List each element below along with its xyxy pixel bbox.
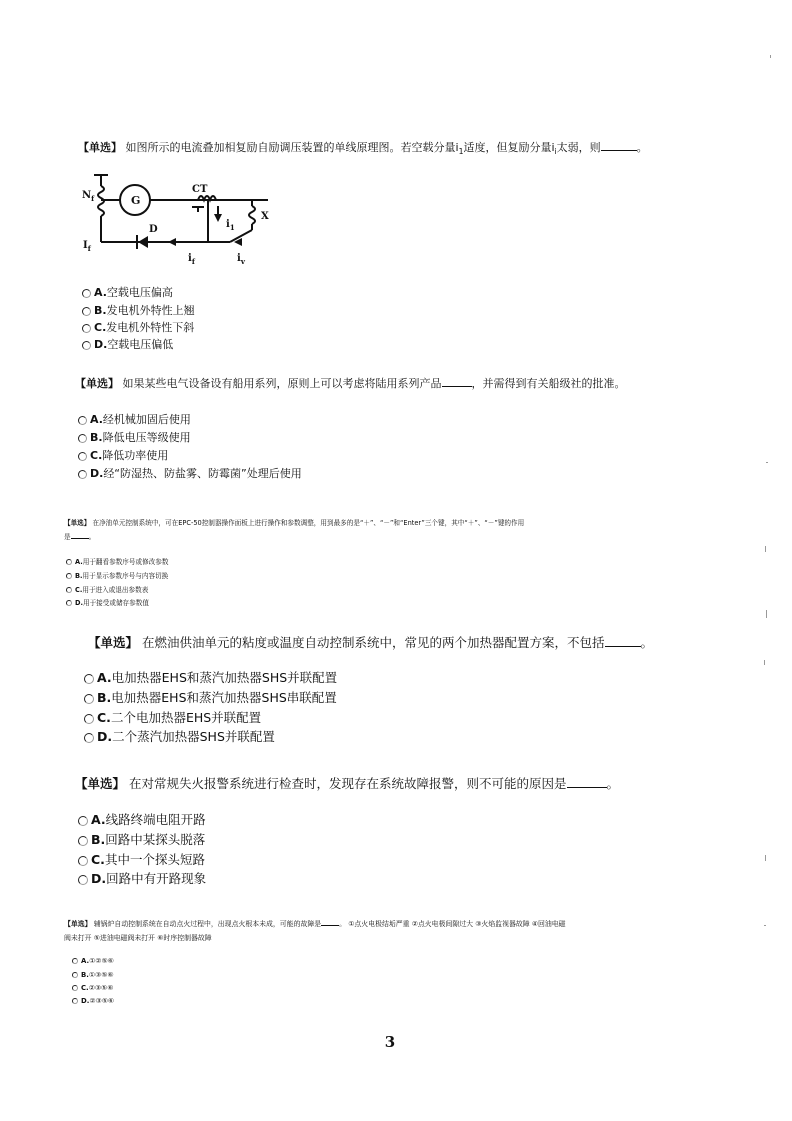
question-type-tag: 【单选】 [64,920,92,928]
scan-artifact [765,546,766,552]
option-b[interactable]: B.①③⑤⑥ [72,971,114,979]
option-b[interactable]: B.用于显示参数序号与内容切换 [66,570,168,580]
option-d[interactable]: D.经“防湿热、防盐雾、防霉菌”处理后使用 [78,465,302,481]
label-if-bottom: $i_f$ [188,253,195,266]
option-c[interactable]: C.②③⑤⑥ [72,984,113,992]
radio-button[interactable] [78,452,87,461]
answer-blank [71,538,89,539]
option-a[interactable]: A.经机械加固后使用 [78,411,191,427]
question-1-stem [78,139,648,156]
question-1-stem-part-b: 适度，但复励分量i [463,141,555,154]
answer-blank [601,150,637,151]
radio-button[interactable] [72,985,78,991]
option-b[interactable]: B.回路中某探头脱落 [78,830,205,848]
question-6-stem-line-1: 【单选】 辅锅炉自动控制系统在自动点火过程中，出现点火根本未成，可能的故障是 。 ①点火电极结垢严重 ②点火电极间隙过大 ③火焰监视器故障 ④回油电磁 [64,920,566,928]
radio-button[interactable] [84,674,94,684]
radio-button[interactable] [66,559,72,565]
answer-blank [605,646,641,647]
question-1-stem-end: 。 [636,141,648,154]
question-1-stem-part-a: 如图所示的电流叠加相复励自励调压装置的单线原理图。若空载分量i [125,141,459,154]
question-3-stem-line-2: 是 。 [64,533,96,541]
radio-button[interactable] [82,307,91,316]
option-b[interactable]: B.降低电压等级使用 [78,429,191,445]
radio-button[interactable] [66,573,72,579]
answer-blank [321,925,339,926]
radio-button[interactable] [78,416,87,425]
radio-button[interactable] [78,470,87,479]
question-type-tag: 【单选】 [78,141,122,154]
radio-button[interactable] [84,694,94,704]
question-6-stem-line-2: 阀未打开 ⑤进油电磁阀未打开 ⑥时序控制器故障 [64,934,212,942]
option-a[interactable]: A.线路终端电阻开路 [78,810,206,828]
radio-button[interactable] [82,324,91,333]
option-c[interactable]: C.发电机外特性下斜 [82,319,194,335]
question-type-tag: 【单选】 [88,635,139,650]
radio-button[interactable] [78,856,88,866]
option-c[interactable]: C.二个电加热器EHS并联配置 [84,708,261,726]
subscript-1: 1 [458,147,464,157]
reactor-x-coil [249,206,255,224]
label-ct: CT [192,184,208,195]
radio-button[interactable] [82,289,91,298]
question-1-stem-part-c: 太弱，则 [556,141,601,154]
page-number: 3 [384,1033,396,1051]
radio-button[interactable] [84,733,94,743]
subscript-i: i [554,147,557,157]
label-iv: $i_v$ [237,253,245,266]
option-d[interactable]: D.用于接受或储存参数值 [66,597,149,607]
label-x: X [261,211,269,222]
option-c[interactable]: C.用于进入或退出参数表 [66,584,148,594]
label-nf: $N_f$ [82,190,95,203]
radio-button[interactable] [72,998,78,1004]
label-if-left: $I_f$ [83,240,91,253]
option-c[interactable]: C.其中一个探头短路 [78,850,205,868]
answer-blank [567,787,607,788]
question-4-stem: 【单选】 在燃油供油单元的粘度或温度自动控制系统中，常见的两个加热器配置方案，不包括 。 [88,635,654,650]
label-d: D [149,224,158,235]
question-3-stem-line-1: 【单选】 在净油单元控制系统中，可在EPC-50控制器操作面板上进行操作和参数调整，用到最多的是“＋”、“－”和“Enter”三个键，其中“＋”、“－”键的作用 [64,519,525,527]
option-d[interactable]: D.二个蒸汽加热器SHS并联配置 [84,727,275,745]
option-a[interactable]: A.电加热器EHS和蒸汽加热器SHS并联配置 [84,668,337,686]
radio-button[interactable] [72,958,78,964]
question-5-stem: 【单选】 在对常规失火报警系统进行检查时，发现存在系统故障报警，则不可能的原因是 。 [75,776,620,791]
scan-artifact [766,462,768,463]
radio-button[interactable] [72,972,78,978]
radio-button[interactable] [66,587,72,593]
radio-button[interactable] [78,434,87,443]
scan-artifact [765,855,766,861]
scan-artifact [764,660,765,665]
option-b[interactable]: B.发电机外特性上翘 [82,302,195,318]
option-b[interactable]: B.电加热器EHS和蒸汽加热器SHS串联配置 [84,688,337,706]
current-arrow-if [168,238,176,246]
question-type-tag: 【单选】 [75,776,126,791]
option-c[interactable]: C.降低功率使用 [78,447,168,463]
option-d[interactable]: D.空载电压偏低 [82,336,173,352]
radio-button[interactable] [78,816,88,826]
question-type-tag: 【单选】 [75,377,119,390]
label-generator: G [131,194,141,207]
scan-artifact [770,55,771,58]
option-d[interactable]: D.②③⑤⑥ [72,997,114,1005]
radio-button[interactable] [82,341,91,350]
radio-button[interactable] [78,836,88,846]
scan-artifact [766,610,767,618]
label-i1: $i_1$ [226,219,235,232]
answer-blank [442,386,472,387]
scan-artifact [764,925,766,926]
radio-button[interactable] [84,714,94,724]
option-d[interactable]: D.回路中有开路现象 [78,869,206,887]
question-type-tag: 【单选】 [64,519,91,527]
option-a[interactable]: A.用于翻看参数序号或修改参数 [66,556,168,566]
circuit-diagram [80,172,280,272]
radio-button[interactable] [78,875,88,885]
question-2-stem: 【单选】 如果某些电气设备设有船用系列，原则上可以考虑将陆用系列产品 ，并需得到有关船级社的批准。 [75,377,626,390]
radio-button[interactable] [66,600,72,606]
diode-symbol [138,236,148,248]
option-a[interactable]: A.①②⑤⑥ [72,957,114,965]
option-a[interactable]: A.空载电压偏高 [82,284,173,300]
